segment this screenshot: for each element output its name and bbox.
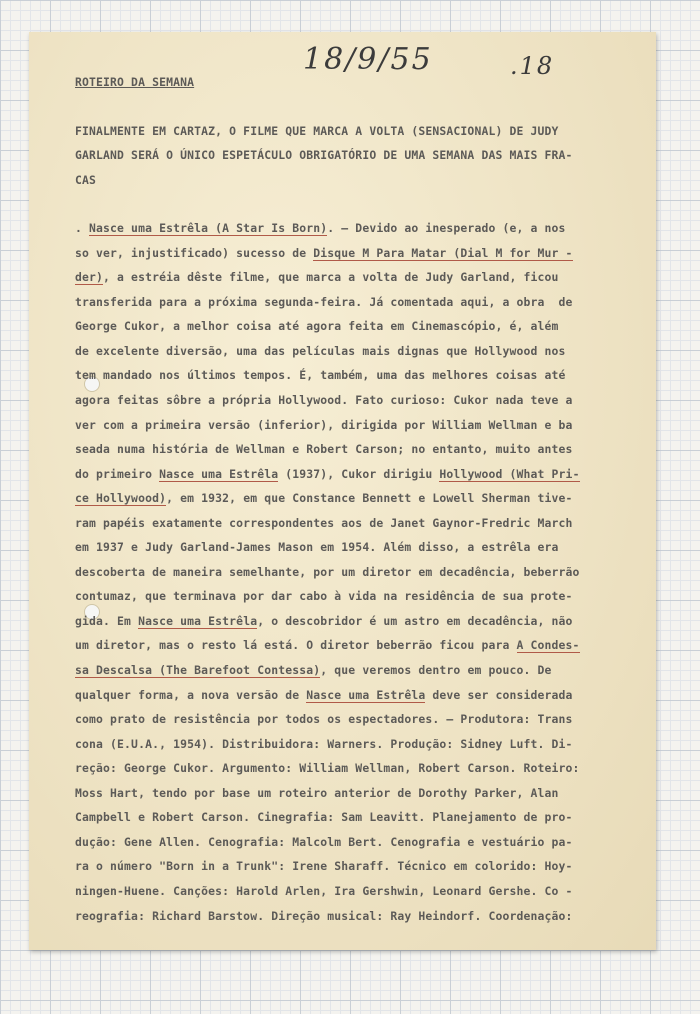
body-line: [75, 879, 635, 904]
body-line: [75, 462, 635, 487]
text-run: de excelente diversão, uma das películas mais dignas que Hollywood nos: [75, 343, 566, 358]
body-line: [75, 707, 635, 732]
body-line: [75, 756, 635, 781]
document-text: [75, 70, 635, 928]
underlined-title: ce Hollywood): [75, 491, 167, 506]
text-run: qualquer forma, a nova versão de: [75, 687, 307, 702]
body-line: [75, 805, 635, 830]
body-line: [75, 290, 635, 315]
body-line: [75, 560, 635, 585]
body-line: [75, 437, 635, 462]
body-line: [75, 388, 635, 413]
section-title: ROTEIRO DA SEMANA: [75, 75, 195, 89]
text-run: do primeiro: [75, 466, 160, 481]
body-line: [75, 339, 635, 364]
text-run: , a estréia dêste filme, que marca a volta de Judy Garland, ficou: [103, 270, 559, 285]
underlined-title: Nasce uma Estrêla: [306, 687, 426, 702]
text-run: descoberta de maneira semelhante, por um diretor em decadência, beberrão: [75, 564, 580, 579]
text-run: transferida para a próxima segunda-feira. Já comentada aqui, a obra de: [75, 294, 573, 309]
text-run: seada numa história de Wellman e Robert Carson; no entanto, muito antes: [75, 442, 573, 457]
text-run: , em 1932, em que Constance Bennett e Lowell Sherman tive-: [166, 491, 573, 506]
text-run: George Cukor, a melhor coisa até agora feita em Cinemascópio, é, além: [75, 319, 559, 334]
text-run: .: [75, 221, 90, 236]
text-run: gida. Em: [75, 613, 139, 628]
headline-line: GARLAND SERÁ O ÚNICO ESPETÁCULO OBRIGATÓRIO DE UMA SEMANA DAS MAIS FRA-: [75, 148, 573, 163]
body-line: [75, 241, 635, 266]
text-run: reografia: Richard Barstow. Direção musical: Ray Heindorf. Coordenação:: [75, 908, 573, 923]
body-line: [75, 683, 635, 708]
text-run: contumaz, que terminava por dar cabo à vida na residência de sua prote-: [75, 589, 573, 604]
body-line: [75, 830, 635, 855]
body-line: [75, 854, 635, 879]
body-line: [75, 658, 635, 683]
text-run: (1937), Cukor dirigiu: [278, 466, 440, 481]
text-run: deve ser considerada: [425, 687, 573, 702]
text-run: reção: George Cukor. Argumento: William Wellman, Robert Carson. Roteiro:: [75, 761, 580, 776]
handwritten-date: 18/9/55: [303, 42, 433, 77]
body-line: [75, 486, 635, 511]
body-line: [75, 609, 635, 634]
underlined-title: Disque M Para Matar (Dial M for Mur -: [313, 245, 573, 260]
headline: [75, 119, 635, 193]
text-run: cona (E.U.A., 1954). Distribuidora: Warners. Produção: Sidney Luft. Di-: [75, 736, 573, 751]
text-run: Moss Hart, tendo por base um roteiro anterior de Dorothy Parker, Alan: [75, 785, 559, 800]
text-run: ram papéis exatamente correspondentes aos de Janet Gaynor-Fredric March: [75, 515, 573, 530]
body-line: [75, 732, 635, 757]
underlined-title: A Condes-: [516, 638, 580, 653]
headline-line: CAS: [75, 172, 97, 187]
underlined-title: Hollywood (What Pri-: [439, 466, 580, 481]
text-run: tem mandado nos últimos tempos. É, também, uma das melhores coisas até: [75, 368, 566, 383]
body-line: [75, 216, 635, 241]
body-line: [75, 363, 635, 388]
text-run: , que veremos dentro em pouco. De: [320, 663, 552, 678]
text-run: ver com a primeira versão (inferior), dirigida por William Wellman e ba: [75, 417, 573, 432]
handwritten-page-number: .18: [510, 52, 555, 80]
text-run: so ver, injustificado) sucesso de: [75, 245, 314, 260]
text-run: dução: Gene Allen. Cenografia: Malcolm Bert. Cenografia e vestuário pa-: [75, 834, 573, 849]
body-line: [75, 633, 635, 658]
underlined-title: der): [75, 270, 104, 285]
text-run: como prato de resistência por todos os espectadores. — Produtora: Trans: [75, 712, 573, 727]
body-line: [75, 314, 635, 339]
text-run: ra o número "Born in a Trunk": Irene Sharaff. Técnico em colorido: Hoy-: [75, 859, 573, 874]
review-body: [75, 216, 635, 928]
underlined-title: Nasce uma Estrêla (A Star Is Born): [89, 221, 328, 236]
body-line: [75, 781, 635, 806]
text-run: ningen-Huene. Canções: Harold Arlen, Ira Gershwin, Leonard Gershe. Co -: [75, 883, 573, 898]
body-line: [75, 904, 635, 929]
text-run: agora feitas sôbre a própria Hollywood. Fato curioso: Cukor nada teve a: [75, 393, 573, 408]
body-line: [75, 535, 635, 560]
text-run: . — Devido ao inesperado (e, a nos: [327, 221, 566, 236]
body-line: [75, 413, 635, 438]
text-run: em 1937 e Judy Garland-James Mason em 1954. Além disso, a estrêla era: [75, 540, 559, 555]
underlined-title: Nasce uma Estrêla: [159, 466, 279, 481]
body-line: [75, 511, 635, 536]
text-run: , o descobridor é um astro em decadência, não: [257, 613, 573, 628]
body-line: [75, 265, 635, 290]
text-run: Campbell e Robert Carson. Cinegrafia: Sam Leavitt. Planejamento de pro-: [75, 810, 573, 825]
body-line: [75, 584, 635, 609]
underlined-title: sa Descalsa (The Barefoot Contessa): [75, 663, 321, 678]
headline-line: FINALMENTE EM CARTAZ, O FILME QUE MARCA A VOLTA (SENSACIONAL) DE JUDY: [75, 123, 559, 138]
underlined-title: Nasce uma Estrêla: [138, 613, 258, 628]
text-run: um diretor, mas o resto lá está. O diretor beberrão ficou para: [75, 638, 517, 653]
